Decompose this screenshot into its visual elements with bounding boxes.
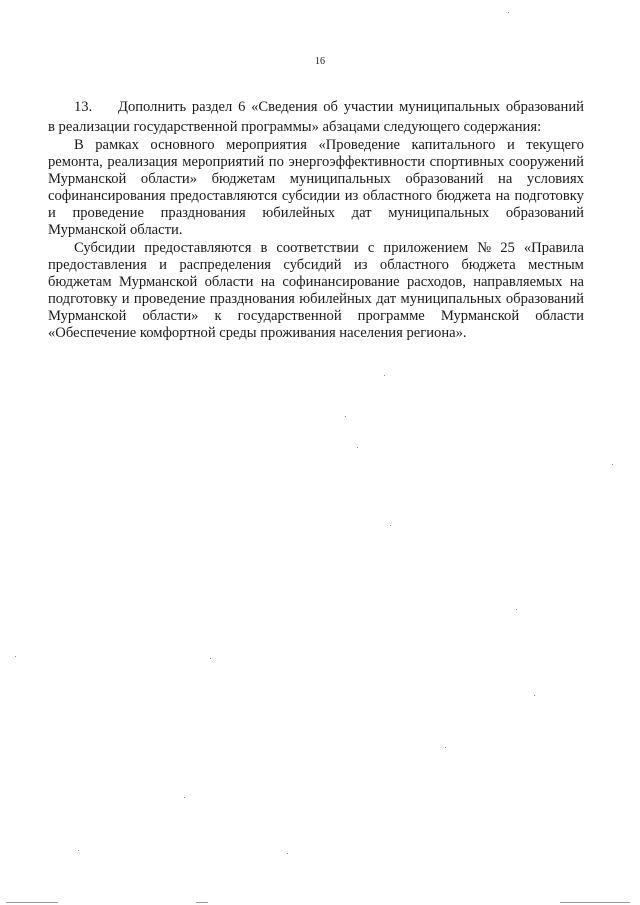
text-line bbox=[48, 137, 584, 154]
bottom-edge-line bbox=[196, 902, 208, 903]
line-words: Мурманской области. bbox=[48, 222, 183, 238]
word: 6 bbox=[238, 99, 246, 115]
word: предоставления bbox=[48, 257, 147, 273]
word: мероприятий bbox=[182, 154, 265, 170]
word: В bbox=[74, 137, 84, 153]
text-line bbox=[48, 99, 584, 119]
word: дат bbox=[376, 291, 397, 307]
word: подготовку bbox=[514, 188, 584, 204]
word: Мурманской bbox=[440, 308, 520, 324]
text-line bbox=[48, 274, 584, 291]
word: к bbox=[214, 308, 222, 324]
word: с bbox=[367, 240, 375, 256]
word: области bbox=[204, 274, 254, 290]
word: муниципальных bbox=[400, 291, 502, 307]
word: на bbox=[495, 188, 510, 204]
word: программе bbox=[357, 308, 425, 324]
word: муниципальных bbox=[289, 171, 391, 187]
word: на bbox=[498, 171, 513, 187]
word: раздел bbox=[191, 99, 233, 115]
word: «Проведение bbox=[318, 137, 400, 153]
word: и bbox=[506, 137, 515, 153]
word: юбилейных bbox=[299, 291, 372, 307]
text-line bbox=[48, 205, 584, 222]
word: и bbox=[48, 205, 56, 221]
word: области» bbox=[142, 308, 199, 324]
word: распределения bbox=[179, 257, 272, 273]
word: муниципальных bbox=[388, 205, 490, 221]
word: софинансирование bbox=[282, 274, 400, 290]
word: области» bbox=[140, 171, 197, 187]
word: соответствии bbox=[276, 240, 359, 256]
word: бюджетам bbox=[211, 171, 276, 187]
word: областного bbox=[379, 257, 449, 273]
word: Мурманской bbox=[118, 274, 198, 290]
text-line bbox=[48, 308, 584, 325]
document-body bbox=[48, 99, 584, 342]
word: празднования bbox=[160, 205, 246, 221]
word: предоставляются bbox=[170, 188, 278, 204]
word: «Правила bbox=[523, 240, 584, 256]
word: основного bbox=[150, 137, 215, 153]
word: образований bbox=[505, 99, 584, 115]
text-line bbox=[48, 154, 584, 171]
word: энергоэффективности bbox=[288, 154, 426, 170]
item-number: 13. bbox=[74, 99, 93, 115]
word: бюджетам bbox=[48, 274, 112, 290]
word: дат bbox=[351, 205, 372, 221]
text-line bbox=[48, 257, 584, 274]
word: сооружений bbox=[508, 154, 584, 170]
word: мероприятия bbox=[226, 137, 307, 153]
word: реализация bbox=[107, 154, 178, 170]
word: предоставляются bbox=[144, 240, 252, 256]
text-line bbox=[48, 291, 584, 308]
word: субсидий bbox=[283, 257, 342, 273]
paragraph-framework bbox=[48, 137, 584, 239]
word: ремонта, bbox=[48, 154, 103, 170]
word: софинансирования bbox=[48, 188, 166, 204]
word: государственной bbox=[237, 308, 342, 324]
word: Мурманской bbox=[48, 171, 127, 187]
word: области bbox=[535, 308, 584, 324]
word: из bbox=[353, 257, 368, 273]
word: участии bbox=[343, 99, 394, 115]
word: проведение bbox=[72, 205, 144, 221]
word: рамках bbox=[95, 137, 139, 153]
text-line bbox=[48, 325, 584, 342]
bottom-edge-line bbox=[6, 902, 58, 903]
word: Мурманской bbox=[48, 308, 127, 324]
word: и bbox=[159, 257, 167, 273]
text-line bbox=[48, 188, 584, 205]
word: направляемых bbox=[473, 274, 563, 290]
word: проведение bbox=[133, 291, 206, 307]
word: расходов, bbox=[406, 274, 466, 290]
word: приложением bbox=[383, 240, 469, 256]
word: образований bbox=[505, 205, 584, 221]
word: спортивных bbox=[429, 154, 505, 170]
word: образований bbox=[405, 171, 484, 187]
word: образований bbox=[505, 291, 584, 307]
word: «Сведения bbox=[251, 99, 318, 115]
word: в bbox=[260, 240, 268, 256]
bottom-edge-line bbox=[560, 902, 630, 903]
word: областного bbox=[362, 188, 432, 204]
paragraph-subsidies bbox=[48, 240, 584, 342]
page-number: 16 bbox=[315, 56, 325, 67]
word: субсидии bbox=[281, 188, 341, 204]
word: Дополнить bbox=[118, 99, 187, 115]
text-line bbox=[48, 171, 584, 188]
word: условиях bbox=[526, 171, 584, 187]
word: текущего bbox=[526, 137, 584, 153]
word: на bbox=[569, 274, 584, 290]
word: юбилейных bbox=[262, 205, 335, 221]
word: и bbox=[121, 291, 130, 307]
word: муниципальных bbox=[399, 99, 501, 115]
text-line bbox=[48, 222, 584, 239]
word: местным bbox=[528, 257, 584, 273]
word: подготовку bbox=[48, 291, 118, 307]
text-line bbox=[48, 240, 584, 257]
word: капитального bbox=[411, 137, 496, 153]
word: № bbox=[477, 240, 492, 256]
word: из bbox=[344, 188, 359, 204]
word: на bbox=[260, 274, 276, 290]
word: бюджета bbox=[436, 188, 491, 204]
line-words: в реализации государственной программы» абзацами следующего содержания: bbox=[48, 119, 542, 135]
word: об bbox=[323, 99, 338, 115]
word: празднования bbox=[209, 291, 295, 307]
paragraph-item-13 bbox=[48, 99, 584, 136]
word: бюджета bbox=[461, 257, 516, 273]
word: 25 bbox=[500, 240, 515, 256]
word: по bbox=[268, 154, 284, 170]
line-words: «Обеспечение комфортной среды проживания населения региона». bbox=[48, 325, 467, 341]
word: Субсидии bbox=[74, 240, 136, 256]
text-line bbox=[48, 119, 584, 136]
line-text bbox=[118, 99, 584, 119]
